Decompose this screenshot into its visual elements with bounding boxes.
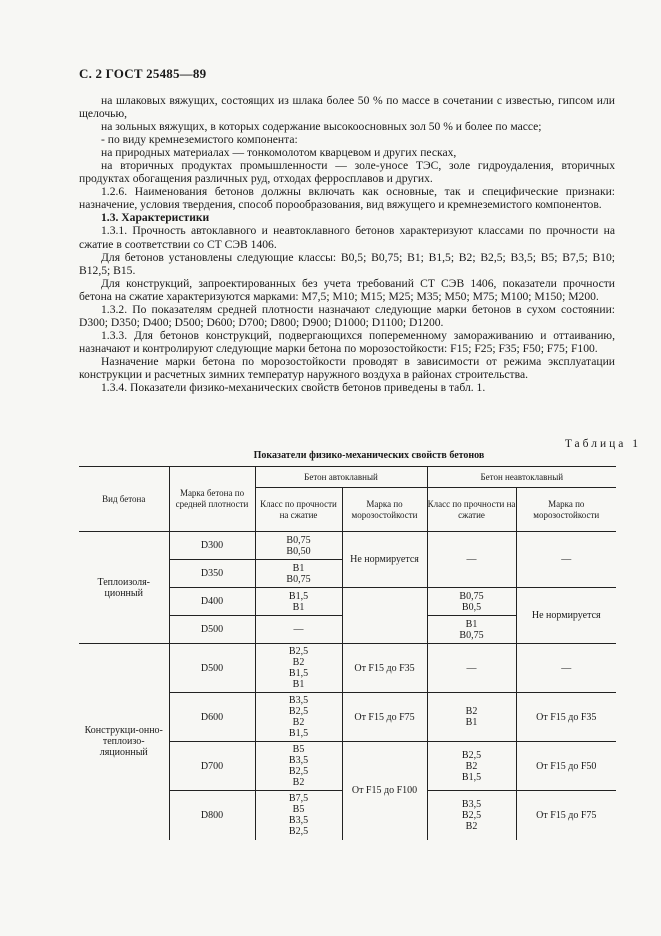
class-cell: B2 B1 <box>427 693 516 742</box>
frost-cell: Не нормируется <box>516 588 616 644</box>
frost-cell: От F15 до F35 <box>516 693 616 742</box>
class-cell: — <box>427 644 516 693</box>
frost-cell: — <box>516 644 616 693</box>
class-cell: B7,5 B5 B3,5 B2,5 <box>255 791 342 840</box>
class-cell: B3,5 B2,5 B2 B1,5 <box>255 693 342 742</box>
frost-cell: От F15 до F75 <box>516 791 616 840</box>
paragraph: 1.3.4. Показатели физико-механических свойств бетонов приведены в табл. 1. <box>101 381 486 395</box>
class-cell: B2,5 B2 B1,5 B1 <box>255 644 342 693</box>
paragraph: 1.2.6. Наименования бетонов должны включать как основные, так и специфические признаки: назначение, условия твердения, способ порообразования, вид вяжущего и кремнеземистого компонентов. <box>79 185 615 212</box>
paragraph: Для бетонов установлены следующие классы: B0,5; B0,75; B1; B1,5; B2; B2,5; B3,5; B5; B7,5; B10; B12,5; B15. <box>79 250 615 277</box>
group-nonautoclave-header: Бетон неавтоклавный <box>427 467 616 488</box>
class-cell: — <box>255 616 342 644</box>
density-cell: D500 <box>169 616 255 644</box>
col-class-header: Класс по прочности на сжатие <box>427 488 516 532</box>
density-cell: D500 <box>169 644 255 693</box>
density-cell: D600 <box>169 693 255 742</box>
col-type-header: Вид бетона <box>79 467 169 532</box>
paragraph: на вторичных продуктах промышленности — золе-уносе ТЭС, золе гидроудаления, вторичных продуктах обогащения различных руд, отходах ферросплавов и других. <box>79 159 615 186</box>
page-header: С. 2 ГОСТ 25485—89 <box>79 66 207 81</box>
paragraph: на зольных вяжущих, в которых содержание высокоосновных зол 50 % и более по массе; <box>101 120 542 134</box>
density-cell: D400 <box>169 588 255 616</box>
frost-cell: — <box>516 532 616 588</box>
frost-cell: От F15 до F75 <box>342 693 427 742</box>
class-cell: B3,5 B2,5 B2 <box>427 791 516 840</box>
density-cell: D800 <box>169 791 255 840</box>
type-cell: Конструкци-онно-теплоизо-ляционный <box>79 644 169 840</box>
table-title: Показатели физико-механических свойств бетонов <box>253 450 485 461</box>
density-cell: D700 <box>169 742 255 791</box>
col-density-header: Марка бетона по средней плотности <box>169 467 255 532</box>
paragraph: на шлаковых вяжущих, состоящих из шлака более 50 % по массе в сочетании с известью, гипсом или щелочью, <box>79 94 615 121</box>
properties-table <box>79 466 616 840</box>
class-cell: B5 B3,5 B2,5 B2 <box>255 742 342 791</box>
paragraph: Назначение марки бетона по морозостойкости проводят в зависимости от режима эксплуатации конструкции и расчетных зимних температур наружного воздуха в районах строительства. <box>79 354 615 381</box>
paragraph: 1.3.2. По показателям средней плотности назначают следующие марки бетонов в сухом состоянии: D300; D350; D400; D500; D600; D700; D800; D900; D1000; D1100; D1200. <box>79 302 615 329</box>
class-cell: B1,5 B1 <box>255 588 342 616</box>
group-autoclave-header: Бетон автоклавный <box>255 467 427 488</box>
class-cell: B0,75 B0,50 <box>255 532 342 560</box>
frost-cell: Не нормируется <box>342 532 427 588</box>
paragraph: на природных материалах — тонкомолотом кварцевом и других песках, <box>101 146 457 160</box>
col-class-header: Класс по прочности на сжатие <box>255 488 342 532</box>
paragraph: 1.3.3. Для бетонов конструкций, подвергающихся попеременному замораживанию и оттаиванию, назначают и контролируют следующие марки бетона по морозостойкости: F15; F25; F35; F50; F75; F100. <box>79 328 615 355</box>
col-frost-header: Марка по морозостойкости <box>342 488 427 532</box>
col-frost-header: Марка по морозостойкости <box>516 488 616 532</box>
type-cell: Теплоизоля-ционный <box>79 532 169 644</box>
paragraph: Для конструкций, запроектированных без учета требований СТ СЭВ 1406, показатели прочности бетона на сжатие характеризуются марками: M7,5; M10; M15; M25; M35; M50; M75; M100; M150; M200. <box>79 276 615 303</box>
class-cell: — <box>427 532 516 588</box>
class-cell: B1 B0,75 <box>427 616 516 644</box>
frost-cell: От F15 до F35 <box>342 644 427 693</box>
density-cell: D350 <box>169 560 255 588</box>
paragraph: 1.3.1. Прочность автоклавного и неавтоклавного бетонов характеризуют классами по прочности на сжатие в соответствии со СТ СЭВ 1406. <box>79 224 615 251</box>
class-cell: B1 B0,75 <box>255 560 342 588</box>
section-title: 1.3. Характеристики <box>101 211 210 225</box>
class-cell: B2,5 B2 B1,5 <box>427 742 516 791</box>
table-number: Таблица 1 <box>564 438 641 450</box>
frost-cell: От F15 до F50 <box>516 742 616 791</box>
frost-cell <box>342 588 427 644</box>
paragraph: - по виду кремнеземистого компонента: <box>101 133 298 147</box>
class-cell: B0,75 B0,5 <box>427 588 516 616</box>
body-text <box>79 94 615 394</box>
frost-cell: От F15 до F100 <box>342 742 427 840</box>
density-cell: D300 <box>169 532 255 560</box>
